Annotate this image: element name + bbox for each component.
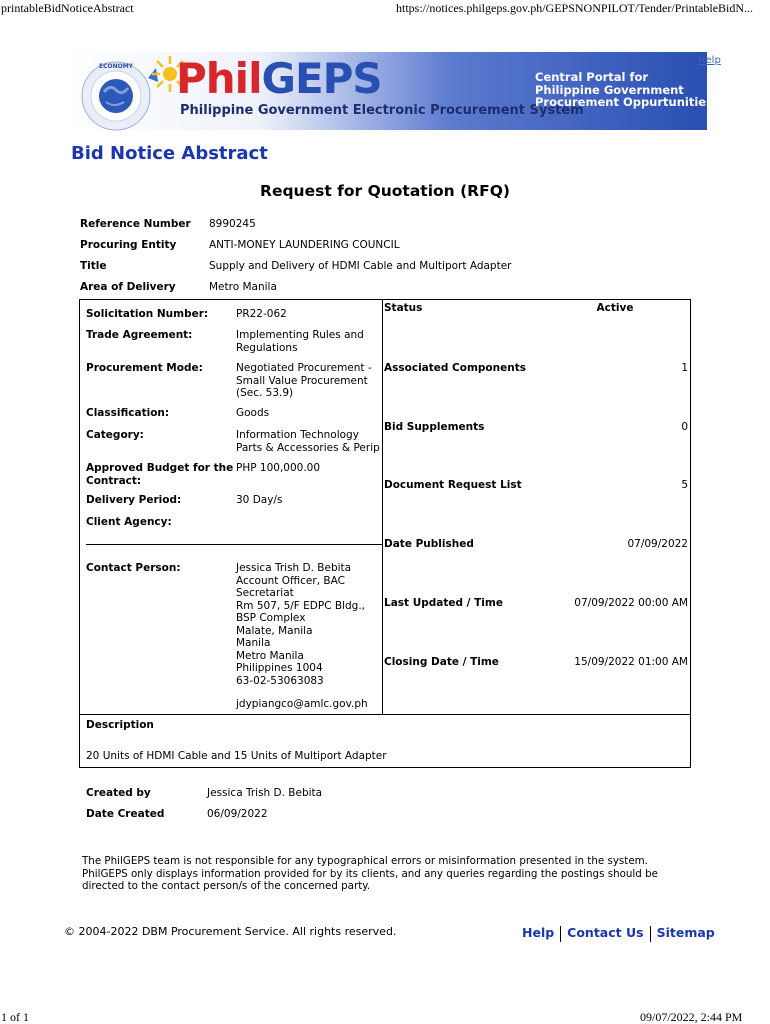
procurement-mode-label: Procurement Mode: [86, 362, 203, 374]
category-label: Category: [86, 429, 144, 441]
title-value: Supply and Delivery of HDMI Cable and Multiport Adapter [209, 260, 512, 272]
date-published-value: 07/09/2022 [627, 538, 688, 550]
bid-supplements-count: 0 [681, 421, 688, 433]
document-request-list-count: 5 [681, 479, 688, 491]
date-published-label: Date Published [384, 538, 474, 550]
reference-number-value: 8990245 [209, 218, 256, 230]
contact-email[interactable]: jdypiangco@amlc.gov.ph [236, 698, 368, 710]
delivery-period-value: 30 Day/s [236, 494, 283, 506]
delivery-period-label: Delivery Period: [86, 494, 182, 506]
status-label: Status [384, 302, 423, 314]
description-divider [79, 714, 691, 715]
column-divider [382, 299, 383, 714]
footer-sitemap-link[interactable]: Sitemap [656, 925, 715, 940]
footer-separator [560, 926, 561, 942]
contact-person-value: Jessica Trish D. Bebita Account Officer, BAC Secretariat Rm 507, 5/F EDPC Bldg., BSP Complex Malate, Manila Manila Metro Manila Philippines 1004 63-02-53063083 [236, 562, 366, 687]
portal-tagline: Central Portal for Philippine Government Procurement Oppurtunities [535, 70, 713, 109]
disclaimer-text: The PhilGEPS team is not responsible for any typographical errors or misinformation presented in the system. PhilGEPS only displays information provided for by its clients, and any queries regarding the postings should be directed to the contact person/s of the concerned party. [82, 855, 658, 892]
area-of-delivery-value: Metro Manila [209, 281, 277, 293]
print-page-count: 1 of 1 [1, 1010, 29, 1024]
footer-help-link[interactable]: Help [522, 925, 555, 940]
procuring-entity-value: ANTI-MONEY LAUNDERING COUNCIL [209, 239, 400, 251]
contact-divider [86, 544, 382, 545]
logo-subtitle: Philippine Government Electronic Procurement System [180, 103, 584, 118]
description-label: Description [86, 719, 154, 731]
trade-agreement-value: Implementing Rules and Regulations [236, 329, 364, 354]
print-page-name: printableBidNoticeAbstract [1, 1, 134, 15]
approved-budget-value: PHP 100,000.00 [236, 462, 321, 474]
svg-text:ECONOMY: ECONOMY [98, 63, 134, 70]
solicitation-number-label: Solicitation Number: [86, 308, 209, 320]
associated-components-label[interactable]: Associated Components [384, 362, 526, 374]
copyright-text: © 2004-2022 DBM Procurement Service. All rights reserved. [64, 925, 397, 938]
footer-links [522, 925, 715, 942]
contact-person-label: Contact Person: [86, 562, 181, 574]
associated-components-count: 1 [681, 362, 688, 374]
approved-budget-label: Approved Budget for the Contract: [86, 462, 234, 487]
bid-supplements-label[interactable]: Bid Supplements [384, 421, 485, 433]
print-url: https://notices.philgeps.gov.ph/GEPSNONPILOT/Tender/PrintableBidN... [396, 1, 754, 15]
last-updated-label: Last Updated / Time [384, 597, 503, 609]
classification-label: Classification: [86, 407, 170, 419]
philgeps-seal-logo [76, 58, 160, 134]
trade-agreement-label: Trade Agreement: [86, 329, 193, 341]
notice-type-title: Request for Quotation (RFQ) [260, 182, 510, 200]
footer-contact-link[interactable]: Contact Us [567, 925, 644, 940]
date-created-label: Date Created [86, 808, 165, 820]
status-value: Active [596, 302, 634, 314]
date-created-value: 06/09/2022 [207, 808, 268, 820]
closing-date-value: 15/09/2022 01:00 AM [574, 656, 688, 668]
procuring-entity-label: Procuring Entity [80, 239, 177, 251]
description-value: 20 Units of HDMI Cable and 15 Units of Multiport Adapter [86, 750, 387, 762]
procurement-mode-value: Negotiated Procurement - Small Value Procurement (Sec. 53.9) [236, 362, 372, 399]
title-label: Title [80, 260, 107, 272]
help-link[interactable]: Help [698, 55, 721, 66]
client-agency-label: Client Agency: [86, 516, 172, 528]
last-updated-value: 07/09/2022 00:00 AM [574, 597, 688, 609]
reference-number-label: Reference Number [80, 218, 191, 230]
print-timestamp: 09/07/2022, 2:44 PM [640, 1010, 743, 1024]
philgeps-wordmark: PhilGEPS [176, 54, 382, 103]
created-by-value: Jessica Trish D. Bebita [207, 787, 323, 799]
classification-value: Goods [236, 407, 270, 419]
category-value: Information Technology Parts & Accessories & Perip [236, 429, 380, 454]
area-of-delivery-label: Area of Delivery [80, 281, 176, 293]
document-request-list-label[interactable]: Document Request List [384, 479, 522, 491]
footer-separator [650, 926, 651, 942]
created-by-label: Created by [86, 787, 151, 799]
page-title: Bid Notice Abstract [71, 143, 268, 164]
closing-date-label: Closing Date / Time [384, 656, 499, 668]
solicitation-number-value: PR22-062 [236, 308, 287, 320]
